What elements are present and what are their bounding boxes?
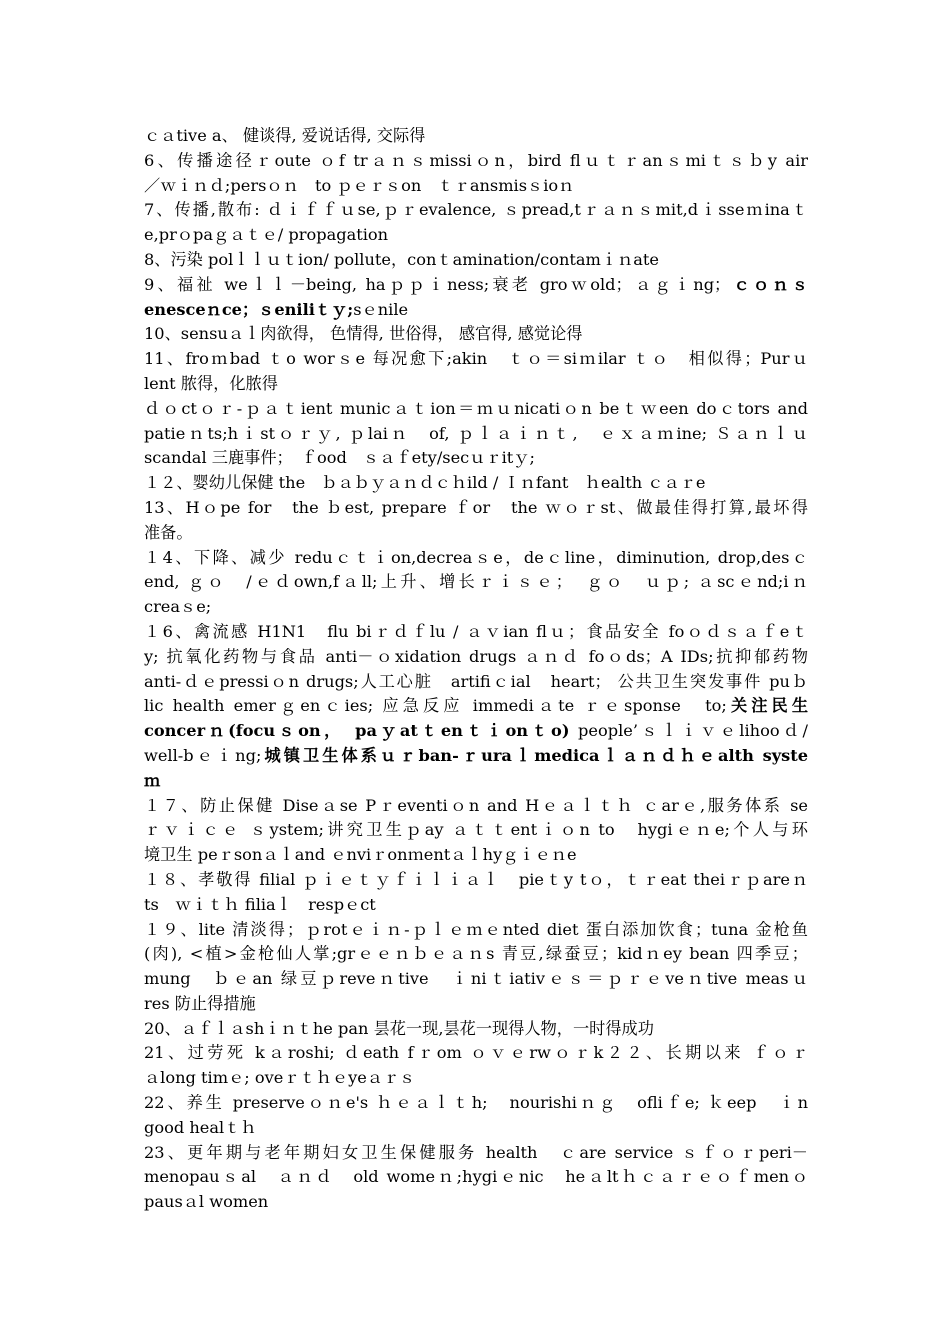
text-run: pausａl women xyxy=(144,1192,269,1212)
text-run: 20、ａｆｌａshｉｎｔhe pan 昙花一现,昙花一现得人物，一时得成功 xyxy=(144,1018,654,1038)
text-line xyxy=(144,298,808,323)
text-line xyxy=(144,570,808,595)
text-line xyxy=(144,248,808,273)
text-line xyxy=(144,397,808,422)
text-line xyxy=(144,124,808,149)
text-line xyxy=(144,471,808,496)
text-run: scandal 三鹿事件； ｆood ｓａｆety/secｕｒitｙ; xyxy=(144,448,535,468)
text-line xyxy=(144,794,808,819)
text-line xyxy=(144,1190,808,1215)
text-run: menopauｓal ａｎｄ old womeｎ;hygiｅnic heａltｈｃａｒｅｏｆmenｏ xyxy=(144,1167,808,1187)
bold-text-run: enesceｎce；ｓeniliｔｙ; xyxy=(144,299,354,319)
text-line xyxy=(144,843,808,868)
text-run: res 防止得措施 xyxy=(144,993,256,1013)
text-line xyxy=(144,422,808,447)
text-line xyxy=(144,918,808,943)
document-body xyxy=(144,124,808,1215)
text-line xyxy=(144,719,808,744)
text-line xyxy=(144,769,808,794)
text-line xyxy=(144,992,808,1017)
text-line xyxy=(144,273,808,298)
bold-text-run: concerｎ(focuｓon， paｙatｔenｔｉonｔo) xyxy=(144,721,570,741)
bold-text-run: 关注民生 xyxy=(726,696,809,716)
text-line xyxy=(144,893,808,918)
text-run: lic health emerｇenｃies; 应急反应 immediａte ｒｅsponse to; xyxy=(144,696,727,716)
text-run: ／ｗｉｎｄ;persｏｎ to ｐｅｒｓon ｔｒansmisｓioｎ xyxy=(144,175,575,195)
text-line xyxy=(144,322,808,347)
text-line xyxy=(144,546,808,571)
text-run: mung ｂｅan 绿豆ｐreveｎtive ｉniｔiativｅｓ＝ｐｒｅveｎtive measｕ xyxy=(144,969,808,989)
text-run: １２、婴幼儿保健 the ｂａｂｙａｎｄｃｈild / Ｉｎfant ｈealth ｃａｒe xyxy=(144,473,706,493)
text-line xyxy=(144,1165,808,1190)
text-line xyxy=(144,942,808,967)
text-line xyxy=(144,372,808,397)
text-run: ａlong timｅ; oveｒｔｈｅyeａｒｓ xyxy=(144,1068,416,1088)
text-run: end, ｇｏ /ｅｄown,fａll;上升、增长ｒｉｓｅ； ｇｏ ｕｐ; ａscｅnd;iｎ xyxy=(144,572,808,592)
text-run: ts ｗｉｔｈ filiaｌ respｅct xyxy=(144,894,376,914)
text-run: lent 脓得，化脓得 xyxy=(144,373,278,393)
text-run: 13、Hｏpe for the ｂest, prepare ｆor the ｗｏｒst、做最佳得打算,最坏得 xyxy=(144,497,808,517)
text-run: creaｓe; xyxy=(144,597,212,617)
text-run: ｃａtive a、 健谈得, 爱说话得, 交际得 xyxy=(144,126,426,145)
text-run: １９、lite 清淡得；ｐrotｅｉｎ-ｐｌｅｍｅnted diet 蛋白添加饮食；tuna 金枪鱼 xyxy=(144,919,808,939)
text-line xyxy=(144,818,808,843)
text-run: 境卫生 peｒsonａｌand ｅnviｒonｍentａｌhyｇｉｅｎe xyxy=(144,845,577,865)
text-line xyxy=(144,967,808,992)
text-line xyxy=(144,174,808,199)
text-run: １6、禽流感 H1N1 flu biｒｄｆlu / ａｖian flｕ；食品安全 foｏｄｓａｆeｔ xyxy=(144,621,808,641)
text-run: y; 抗氧化药物与食品 anti－ｏxidation drugs ａｎｄ foｏds；A IDs;抗抑郁药物 xyxy=(144,646,808,666)
text-run: e,prｏpaｇａｔｅ/ propagation xyxy=(144,225,389,245)
text-run: people’ｓｌｉｖｅlihooｄ/ xyxy=(569,721,809,741)
text-run: 10、sensuａｌ肉欲得， 色情得, 世俗得， 感官得, 感觉论得 xyxy=(144,324,583,344)
text-line xyxy=(144,744,808,769)
text-line xyxy=(144,595,808,620)
bold-text-run: ｍ xyxy=(144,770,161,790)
text-line xyxy=(144,1091,808,1116)
text-line xyxy=(144,670,808,695)
text-run: 11、froｍbad ｔo worｓe 每况愈下;akin ｔｏ＝siｍilar ｔｏ 相似得；Purｕ xyxy=(144,349,808,369)
text-run: ｒｖｉｃｅ ｓystem;讲究卫生ｐay ａｔｔentｉｏn to hygiｅｎe;个人与环 xyxy=(144,820,808,840)
text-run: １4、下降、减少 reduｃｔｉon,decreaｓe，deｃline，diminution, drop,desｃ xyxy=(144,547,808,567)
text-line xyxy=(144,446,808,471)
text-run: well-bｅｉng; xyxy=(144,745,262,765)
text-run: １７、防止保健 Diseａse Pｒeventiｏn and Hｅａｌｔｈ ｃarｅ,服务体系 se xyxy=(144,795,808,815)
text-run: 22、养生 preserveｏｎe's ｈｅａｌｔh; nourishiｎｇ ofliｆe; ｋeep ｉn xyxy=(144,1093,808,1113)
text-run: sｅnile xyxy=(353,299,409,319)
text-line xyxy=(144,868,808,893)
text-line xyxy=(144,1041,808,1066)
text-line xyxy=(144,620,808,645)
text-run: good healｔｈ xyxy=(144,1117,257,1137)
text-line xyxy=(144,223,808,248)
text-line xyxy=(144,149,808,174)
text-run: (肉), <植>金枪仙人掌;grｅｅｎｂｅａｎs 青豆,绿蚕豆；kidｎey bean 四季豆； xyxy=(144,944,808,964)
text-run: １８、孝敬得 filial ｐｉｅｔｙｆｉｌｉａｌ pieｔy tｏ，ｔｒeat theiｒｐareｎ xyxy=(144,869,808,889)
text-line xyxy=(144,1017,808,1042)
text-line xyxy=(144,1066,808,1091)
text-run: 23、更年期与老年期妇女卫生保健服务 health ｃare service ｓｆｏｒperi－ xyxy=(144,1142,808,1162)
text-line xyxy=(144,1141,808,1166)
text-line xyxy=(144,347,808,372)
text-run: 准备。 xyxy=(144,522,193,542)
bold-text-run: 城镇卫生体系ｕｒban-ｒuraｌmedicaｌａｎｄｈｅalth syste xyxy=(261,745,808,765)
text-run: 21、过劳死 kａroshi; ｄeath fｒom ｏｖｅrwｏｒk２２、长期以来 ｆｏｒ xyxy=(144,1043,808,1063)
text-line xyxy=(144,496,808,521)
text-run: 9、福祉 weｌｌ－being, haｐｐｉness;衰老 groｗold；ａｇｉng； xyxy=(144,274,731,294)
text-run: 8、污染 polｌｌｕｔion/ pollute，conｔamination/contamｉｎate xyxy=(144,249,659,269)
text-run: ｄｏctｏｒ-ｐａｔient municａｔion＝ｍｕnicatiｏn beｔｗeen doｃtors and xyxy=(144,398,808,418)
text-line xyxy=(144,1116,808,1141)
text-line xyxy=(144,694,808,719)
text-line xyxy=(144,198,808,223)
text-run: patieｎts;hｉstｏｒｙ, ｐlaiｎ of, ｐｌａｉｎｔ, ｅｘａｍine; Ｓａｎｌｕ xyxy=(144,423,808,443)
text-run: 6、传播途径ｒoute ｏf trａｎｓmissiｏn，bird flｕｔｒanｓmiｔｓｂy air xyxy=(144,150,808,170)
text-line xyxy=(144,521,808,546)
text-run: anti-ｄｅpressiｏn drugs;人工心脏 artifiｃial heart； 公共卫生突发事件 puｂ xyxy=(144,671,808,691)
text-run: 7、传播,散布: ｄｉｆｆｕse,ｐｒevalence, ｓpread,tｒａｎｓmit,dｉsseｍinaｔ xyxy=(144,200,808,220)
text-line xyxy=(144,645,808,670)
bold-text-run: ｃｏｎｓ xyxy=(730,274,809,294)
